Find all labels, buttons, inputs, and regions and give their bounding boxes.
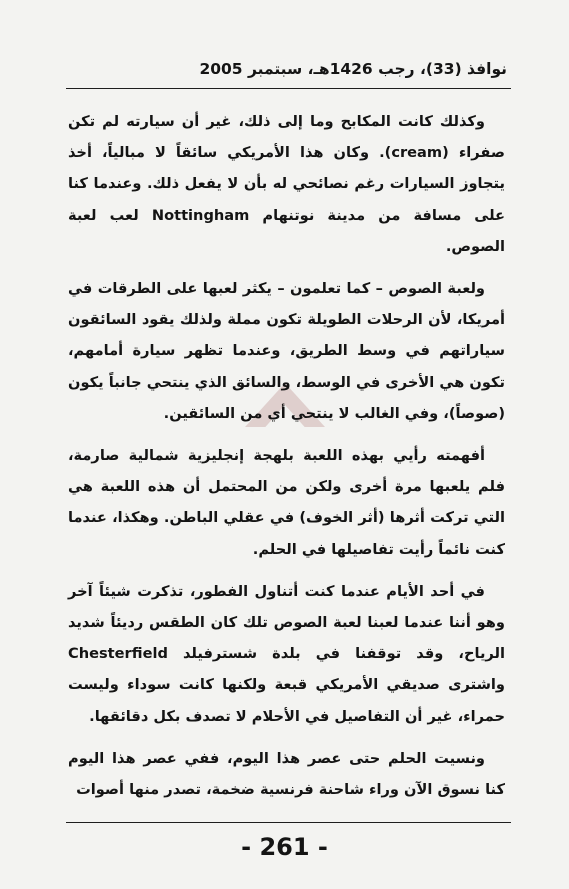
paragraph-5: ونسيت الحلم حتى عصر هذا اليوم، ففي عصر هذا اليوم كنا نسوق الآن وراء شاحنة فرنسية ضخمة، تصدر منها أصوات xyxy=(68,749,505,799)
header-rule xyxy=(66,88,511,89)
paragraph-1: وكذلك كانت المكابح وما إلى ذلك، غير أن سيارته لم تكن صفراء (cream). وكان هذا الأمريكي سائقاً لا مبالياً، أخذ يتجاوز السيارات رغم نصائحي له بأن لا يفعل ذلك. وعندما كنا على مسافة من مدينة نوتنهام Nottingham لعب لعبة الصوص. xyxy=(68,113,505,255)
paragraph-4: في أحد الأيام عندما كنت أتناول الفطور، تذكرت شيئاً آخر وهو أننا عندما لعبنا لعبة الصوص تلك كان الطقس رديئاً شديد الرياح، وقد توقفنا في بلدة شسترفيلد Chesterfield واشترى صديقي الأمريكي قبعة ولكنها كانت سوداء وليست حمراء، غير أن التفاصيل في الأحلام لا تصدف بكل دقائقها. xyxy=(68,582,505,725)
running-header: نوافذ (33)، رجب 1426هـ، سبتمبر 2005 xyxy=(199,60,507,78)
footer-rule xyxy=(66,822,511,823)
article-body xyxy=(68,106,505,816)
paragraph-2: ولعبة الصوص – كما تعلمون – يكثر لعبها على الطرقات في أمريكا، لأن الرحلات الطويلة تكون مملة ولذلك يقود السائقون سياراتهم في وسط الطريق، وعندما تظهر سيارة أمامهم، تكون هي الأخرى في الوسط، والسائق الذي ينتحي جانباً يكون (صوصاً)، وفي الغالب لا ينتحي أي من السائقين. xyxy=(68,280,505,422)
paragraph-3: أفهمته رأيي بهذه اللعبة بلهجة إنجليزية شمالية صارمة، فلم يلعبها مرة أخرى ولكن من المحتمل أن هذه اللعبة هي التي تركت أثرها (أثر الخوف) في عقلي الباطن. وهكذا، عندما كنت نائماً رأيت تفاصيلها في الحلم. xyxy=(68,447,505,558)
page-number: - 261 - xyxy=(241,833,328,861)
